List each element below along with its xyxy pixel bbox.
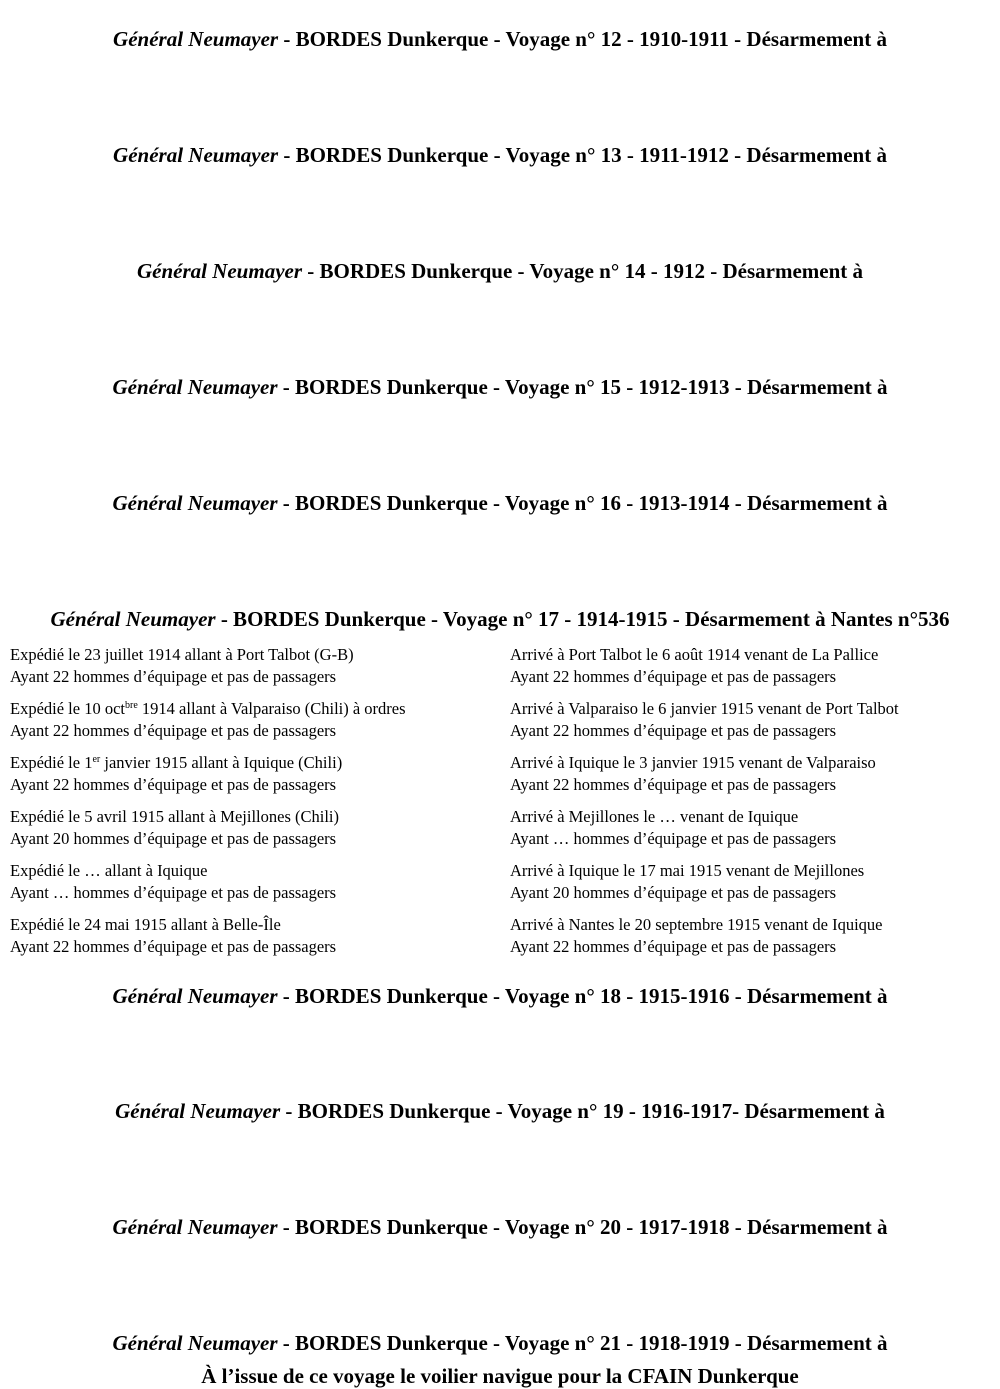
arrival-entry <box>510 914 883 958</box>
voyage-13-heading <box>0 142 1000 168</box>
arrival-line: Arrivé à Iquique le 3 janvier 1915 venant de Valparaiso <box>510 753 876 772</box>
ship-name: Général Neumayer <box>113 143 279 167</box>
arrival-line: Arrivé à Mejillones le … venant de Iquique <box>510 807 799 826</box>
crew-line: Ayant 22 hommes d’équipage et pas de passagers <box>10 667 337 686</box>
voyage-16-heading <box>0 490 1000 516</box>
ship-name: Général Neumayer <box>112 375 278 399</box>
heading-text: - BORDES Dunkerque - Voyage n° 18 - 1915-1916 - Désarmement à <box>277 984 888 1008</box>
arrival-line: Arrivé à Valparaiso le 6 janvier 1915 venant de Port Talbot <box>510 699 899 718</box>
voyage-20-heading <box>0 1214 1000 1240</box>
crew-line: Ayant … hommes d’équipage et pas de passagers <box>510 829 837 848</box>
departure-line: Expédié le 5 avril 1915 allant à Mejillones (Chili) <box>10 807 340 826</box>
heading-text: - BORDES Dunkerque - Voyage n° 16 - 1913-1914 - Désarmement à <box>277 491 888 515</box>
voyage-14-heading <box>0 258 1000 284</box>
departure-line: Expédié le … allant à Iquique <box>10 861 208 880</box>
heading-text: - BORDES Dunkerque - Voyage n° 15 - 1912-1913 - Désarmement à <box>277 375 888 399</box>
departure-line: Expédié le 10 oct$^{bre}$ 1914 allant à Valparaiso (Chili) à ordres <box>10 699 406 718</box>
voyage-17-heading <box>0 606 1000 632</box>
departure-entry <box>10 752 342 796</box>
crew-line: Ayant … hommes d’équipage et pas de passagers <box>10 883 337 902</box>
heading-text: - BORDES Dunkerque - Voyage n° 12 - 1910-1911 - Désarmement à <box>278 27 887 51</box>
arrival-entry <box>510 752 876 796</box>
heading-text: - BORDES Dunkerque - Voyage n° 13 - 1911-1912 - Désarmement à <box>278 143 887 167</box>
voyage-21-note: À l’issue de ce voyage le voilier navigue pour la CFAIN Dunkerque <box>201 1364 799 1388</box>
departure-entry <box>10 698 406 742</box>
arrival-entry <box>510 806 836 850</box>
heading-text: - BORDES Dunkerque - Voyage n° 20 - 1917-1918 - Désarmement à <box>277 1215 888 1239</box>
ship-name: Général Neumayer <box>113 27 279 51</box>
crew-line: Ayant 22 hommes d’équipage et pas de passagers <box>510 937 837 956</box>
crew-line: Ayant 22 hommes d’équipage et pas de passagers <box>10 721 337 740</box>
departure-entry <box>10 860 336 904</box>
arrival-entry <box>510 644 878 688</box>
voyage-19-heading <box>0 1098 1000 1124</box>
voyage-15-heading <box>0 374 1000 400</box>
voyage-12-heading <box>0 26 1000 52</box>
arrival-entry <box>510 698 899 742</box>
ship-name: Général Neumayer <box>112 984 278 1008</box>
crew-line: Ayant 20 hommes d’équipage et pas de passagers <box>510 883 837 902</box>
departure-line: Expédié le 24 mai 1915 allant à Belle-Île <box>10 915 281 934</box>
ship-name: Général Neumayer <box>112 1331 278 1355</box>
ship-name: Général Neumayer <box>112 491 278 515</box>
ship-name: Général Neumayer <box>50 607 216 631</box>
heading-text: - BORDES Dunkerque - Voyage n° 19 - 1916-1917- Désarmement à <box>280 1099 885 1123</box>
departure-entry <box>10 644 354 688</box>
voyage-18-heading <box>0 983 1000 1009</box>
departure-line: Expédié le 23 juillet 1914 allant à Port Talbot (G-B) <box>10 645 354 664</box>
voyage-21-heading <box>0 1330 1000 1389</box>
superscript: er <box>92 754 101 765</box>
arrival-line: Arrivé à Iquique le 17 mai 1915 venant de Mejillones <box>510 861 865 880</box>
departure-entry <box>10 806 339 850</box>
departure-entry <box>10 914 336 958</box>
superscript: bre <box>125 700 138 711</box>
ship-name: Général Neumayer <box>136 259 303 283</box>
arrival-line: Arrivé à Port Talbot le 6 août 1914 venant de La Pallice <box>510 645 879 664</box>
heading-text: - BORDES Dunkerque - Voyage n° 17 - 1914-1915 - Désarmement à Nantes n°536 <box>215 607 950 631</box>
ship-name: Général Neumayer <box>115 1099 281 1123</box>
crew-line: Ayant 20 hommes d’équipage et pas de passagers <box>10 829 337 848</box>
heading-text: - BORDES Dunkerque - Voyage n° 21 - 1918-1919 - Désarmement à <box>277 1331 888 1355</box>
arrival-entry <box>510 860 864 904</box>
arrival-line: Arrivé à Nantes le 20 septembre 1915 venant de Iquique <box>510 915 883 934</box>
departure-line: Expédié le 1er janvier 1915 allant à Iquique (Chili) <box>10 753 343 772</box>
crew-line: Ayant 22 hommes d’équipage et pas de passagers <box>510 667 837 686</box>
heading-text: - BORDES Dunkerque - Voyage n° 14 - 1912 - Désarmement à <box>302 259 864 283</box>
ship-name: Général Neumayer <box>112 1215 278 1239</box>
crew-line: Ayant 22 hommes d’équipage et pas de passagers <box>510 775 837 794</box>
crew-line: Ayant 22 hommes d’équipage et pas de passagers <box>10 775 337 794</box>
crew-line: Ayant 22 hommes d’équipage et pas de passagers <box>10 937 337 956</box>
crew-line: Ayant 22 hommes d’équipage et pas de passagers <box>510 721 837 740</box>
